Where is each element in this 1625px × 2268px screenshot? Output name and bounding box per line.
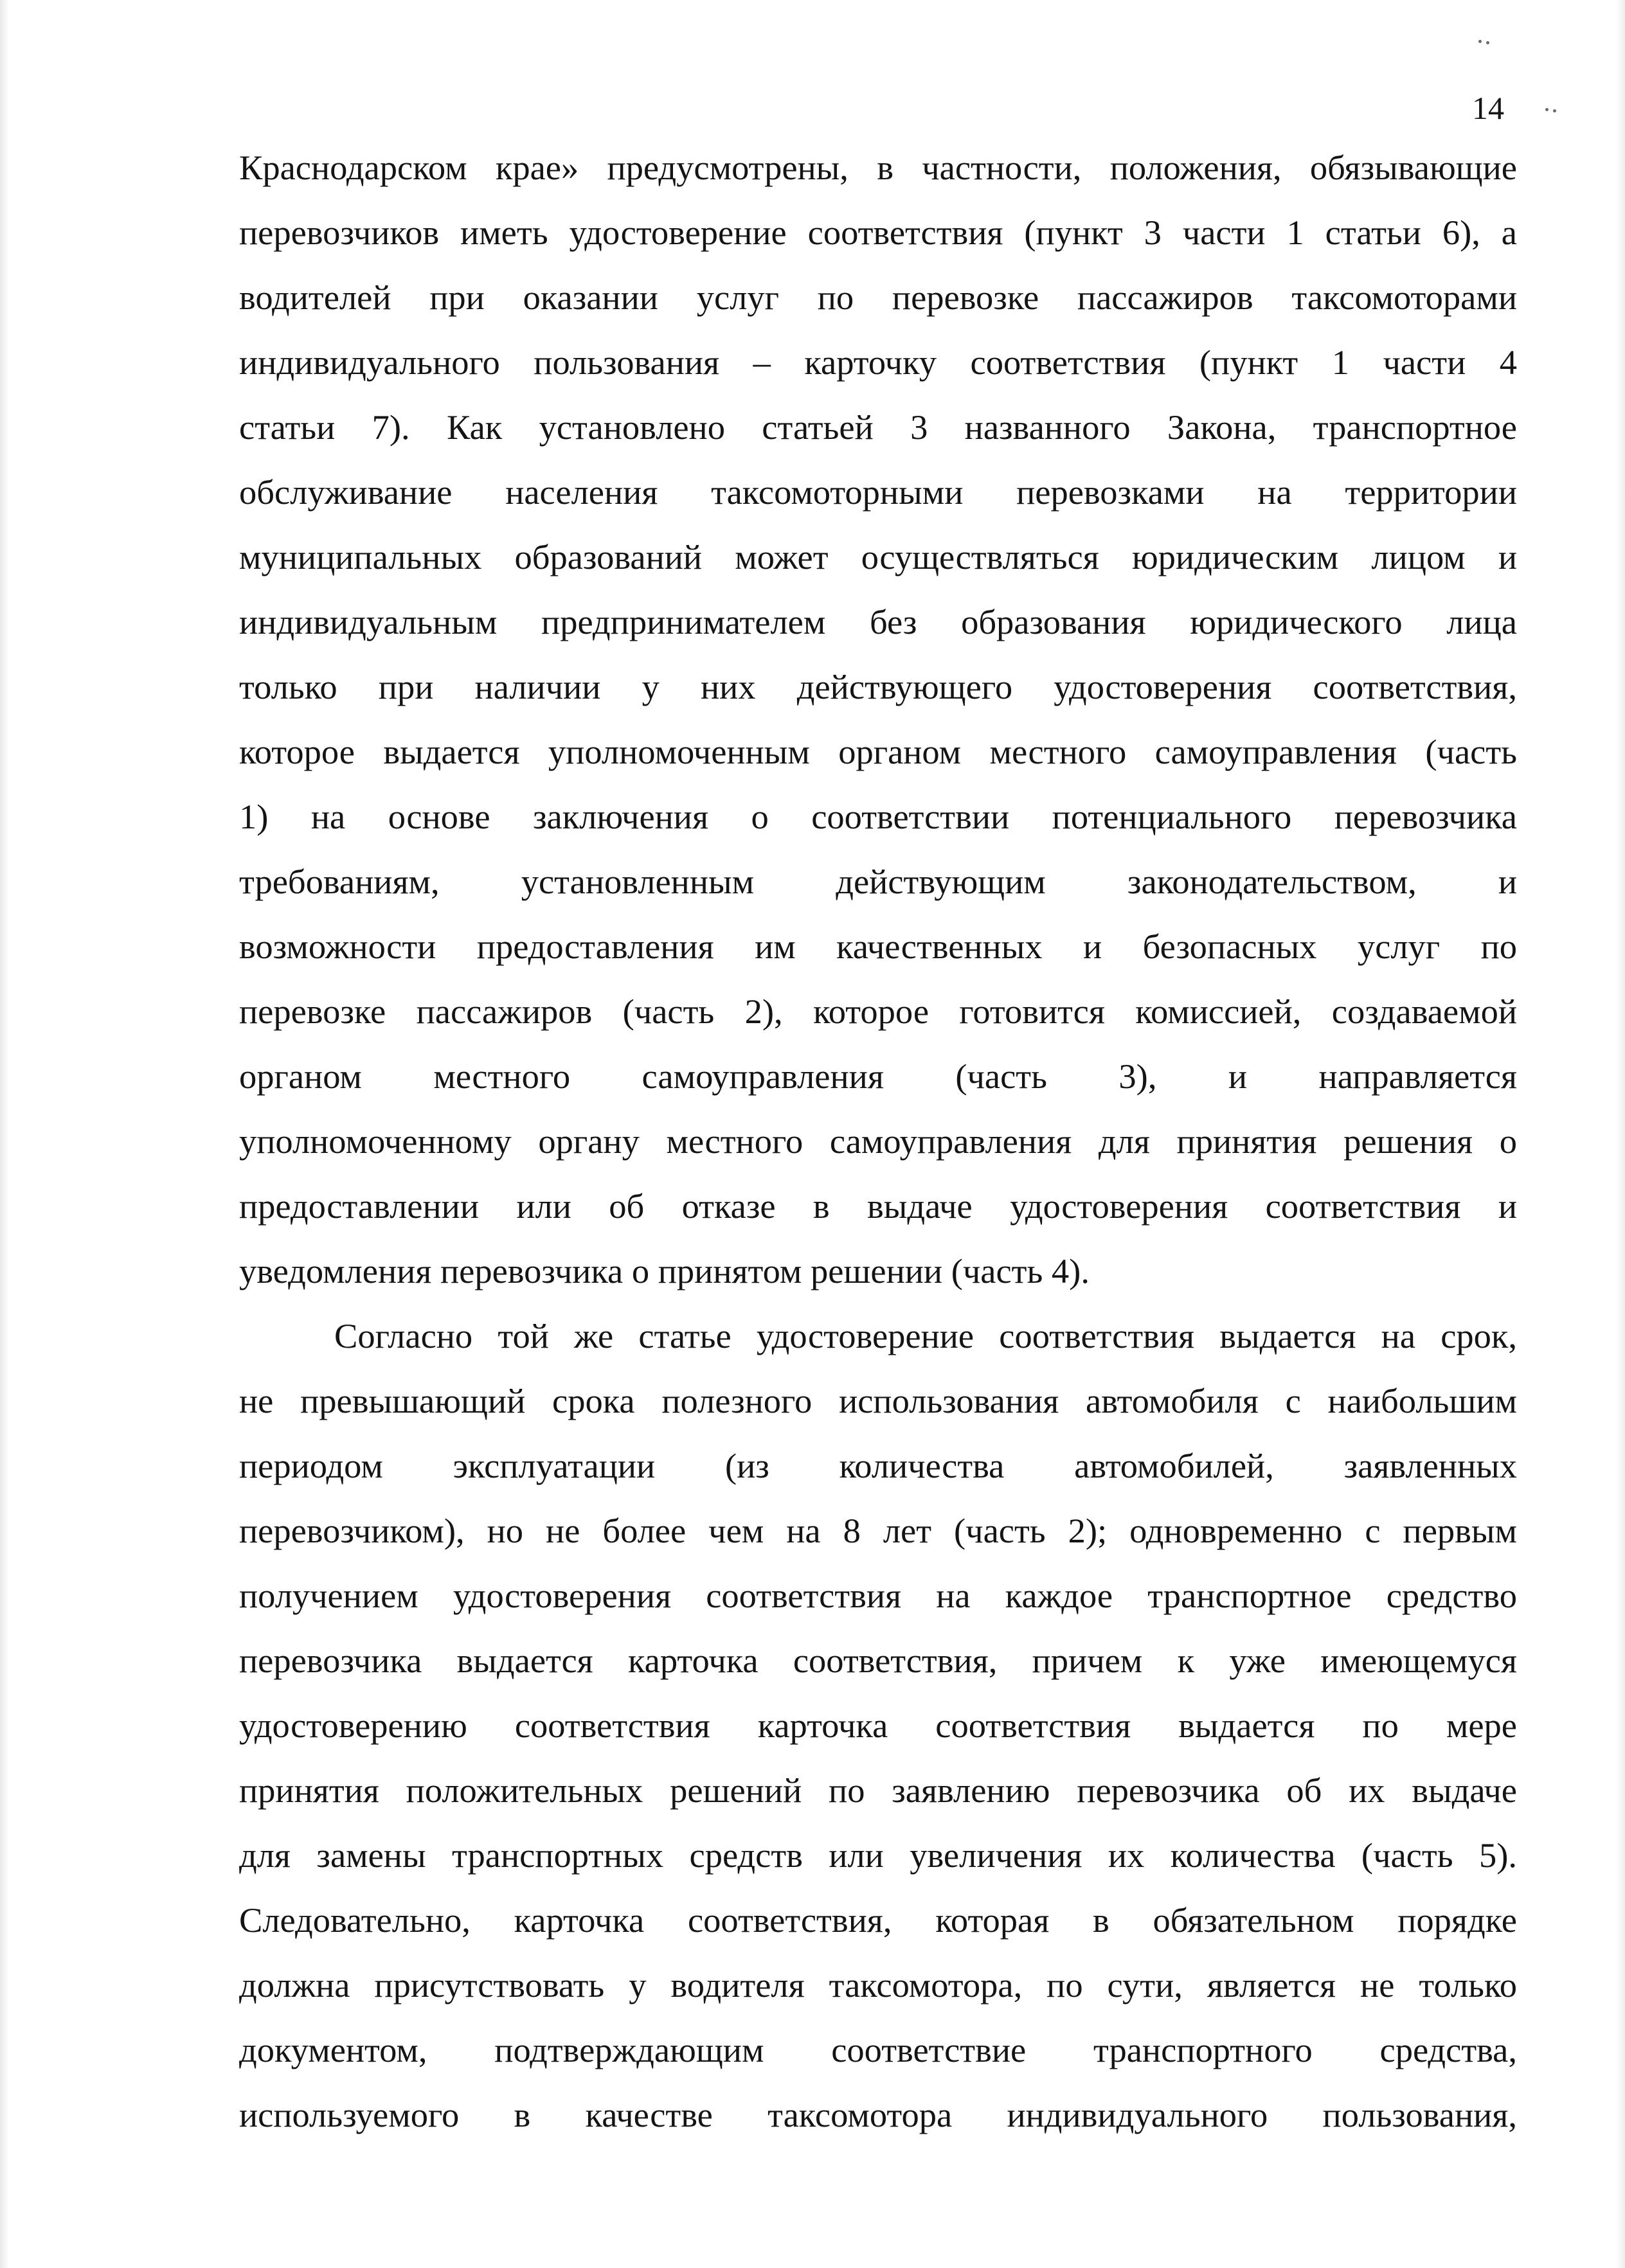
text-line: органом местного самоуправления (часть 3), и направляется — [239, 1057, 1517, 1096]
text-line: должна присутствовать у водителя таксомотора, по сути, является не только — [239, 1965, 1517, 2005]
text-line: документом, подтверждающим соответствие транспортного средства, — [239, 2030, 1517, 2069]
text-line: для замены транспортных средств или увеличения их количества (часть 5). — [239, 1835, 1517, 1875]
text-line: требованиям, установленным действующим законодательством, и — [239, 862, 1517, 901]
paragraph-first-line: Согласно той же статье удостоверение соответствия выдается на срок, — [334, 1316, 1517, 1355]
scan-edge-left — [0, 0, 9, 2268]
scan-speck — [1478, 40, 1482, 43]
text-line: используемого в качестве таксомотора индивидуального пользования, — [239, 2095, 1517, 2134]
scan-speck — [1545, 108, 1549, 111]
text-line: только при наличии у них действующего удостоверения соответствия, — [239, 667, 1517, 706]
text-line: индивидуального пользования – карточку соответствия (пункт 1 части 4 — [239, 343, 1517, 382]
page-number: 14 — [1472, 90, 1504, 126]
text-line: принятия положительных решений по заявлению перевозчика об их выдаче — [239, 1771, 1517, 1810]
body-text — [239, 135, 1517, 2147]
text-line: перевозчиков иметь удостоверение соответствия (пункт 3 части 1 статьи 6), а — [239, 213, 1517, 252]
text-line: уполномоченному органу местного самоуправления для принятия решения о — [239, 1121, 1517, 1161]
text-line: индивидуальным предпринимателем без образования юридического лица — [239, 602, 1517, 641]
text-line: не превышающий срока полезного использования автомобиля с наибольшим — [239, 1381, 1517, 1420]
scan-speck — [1486, 41, 1489, 44]
scan-speck — [1553, 109, 1556, 112]
text-line: перевозчиком), но не более чем на 8 лет (часть 2); одновременно с первым — [239, 1511, 1517, 1550]
text-line: статьи 7). Как установлено статьей 3 названного Закона, транспортное — [239, 407, 1517, 447]
text-line: водителей при оказании услуг по перевозке пассажиров таксомоторами — [239, 278, 1517, 317]
text-line: удостоверению соответствия карточка соответствия выдается по мере — [239, 1706, 1517, 1745]
scan-edge-right — [1616, 0, 1625, 2268]
text-line: которое выдается уполномоченным органом местного самоуправления (часть — [239, 732, 1517, 771]
text-line: муниципальных образований может осуществляться юридическим лицом и — [239, 537, 1517, 576]
text-line: Следовательно, карточка соответствия, которая в обязательном порядке — [239, 1900, 1517, 1940]
text-line: перевозчика выдается карточка соответствия, причем к уже имеющемуся — [239, 1641, 1517, 1680]
text-line: предоставлении или об отказе в выдаче удостоверения соответствия и — [239, 1186, 1517, 1226]
text-line: периодом эксплуатации (из количества автомобилей, заявленных — [239, 1446, 1517, 1485]
text-line: 1) на основе заключения о соответствии потенциального перевозчика — [239, 797, 1517, 836]
text-line: Краснодарском крае» предусмотрены, в частности, положения, обязывающие — [239, 148, 1517, 187]
paragraph-last-line: уведомления перевозчика о принятом решении (часть 4). — [239, 1251, 1090, 1290]
text-line: получением удостоверения соответствия на каждое транспортное средство — [239, 1576, 1517, 1615]
text-line: возможности предоставления им качественных и безопасных услуг по — [239, 927, 1517, 966]
text-line: перевозке пассажиров (часть 2), которое готовится комиссией, создаваемой — [239, 992, 1517, 1031]
text-line: обслуживание населения таксомоторными перевозками на территории — [239, 472, 1517, 512]
